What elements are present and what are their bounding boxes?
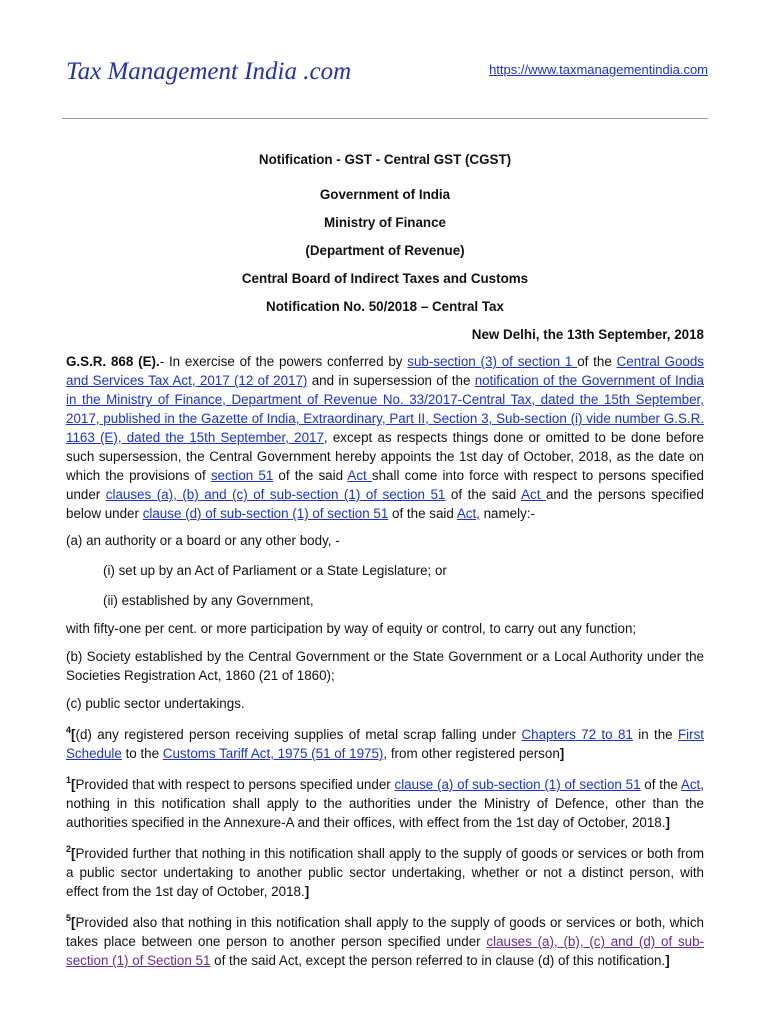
proviso-3 bbox=[66, 913, 704, 970]
notification-body bbox=[66, 150, 704, 970]
paragraph-text: shall come into force with respect to persons specified under bbox=[66, 468, 704, 502]
link-act[interactable]: Act bbox=[680, 777, 701, 792]
bracket: ] bbox=[665, 953, 670, 968]
link-customs-tariff-act-1975[interactable]: Customs Tariff Act, 1975 (51 of 1975) bbox=[162, 746, 384, 761]
link-section-51[interactable]: section 51 bbox=[210, 468, 274, 483]
paragraph-text: , from other registered person bbox=[383, 746, 560, 761]
clause-b: (b) Society established by the Central Government or the State Government or a Local Authority under the Societies Registration Act, 1860 (21 of 1860); bbox=[66, 649, 704, 683]
footnote-marker[interactable]: 1 bbox=[66, 775, 72, 785]
paragraph-text: Provided also that nothing in this notification shall apply to the supply of goods or services or both, which takes place between one person to another person specified under bbox=[66, 915, 704, 949]
paragraph-text: and the persons specified below under bbox=[66, 487, 704, 521]
link-clauses-a-b-c-d-section-51[interactable]: clauses (a), (b), (c) and (d) of sub-section (1) of Section 51 bbox=[66, 934, 705, 968]
clause-d bbox=[66, 725, 704, 763]
proviso-1 bbox=[66, 775, 704, 832]
gsr-number: G.S.R. 868 (E). bbox=[66, 354, 160, 369]
paragraph-text: of the bbox=[577, 354, 617, 369]
proviso-2 bbox=[66, 844, 704, 901]
paragraph-text: namely:- bbox=[479, 506, 535, 521]
bracket: [ bbox=[71, 846, 76, 861]
paragraph-text: and in supersession of the bbox=[307, 373, 475, 388]
paragraph-text: of the said bbox=[273, 468, 348, 483]
link-first-schedule[interactable]: First Schedule bbox=[66, 727, 705, 761]
paragraph-text: Provided further that nothing in this notification shall apply to the supply of goods or services or both from a public sector undertaking to another public sector undertaking, whether or not a distinct person, with effect from the 1st day of October, 2018. bbox=[66, 846, 704, 899]
link-act[interactable]: Act bbox=[521, 487, 546, 502]
ministry-heading: Ministry of Finance bbox=[323, 215, 447, 230]
link-clauses-a-b-c-section-51[interactable]: clauses (a), (b) and (c) of sub-section (1) of section 51 bbox=[105, 487, 446, 502]
link-sub-section-3-section-1[interactable]: sub-section (3) of section 1 bbox=[407, 354, 578, 369]
link-notification-33-2017[interactable]: notification of the Government of India in the Ministry of Finance, Department of Revenue No. 33/2017-Central Tax, dated the 15th September, 2017, published in the Gazette of India, Extraordinary, Part II, Section 3, Sub-section (i) vide number G.S.R. 1163 (E), dated the 15th September, 2017 bbox=[66, 373, 704, 445]
paragraph-text: in the bbox=[632, 727, 678, 742]
clause-a-tail: with fifty-one per cent. or more participation by way of equity or control, to carry out any function; bbox=[66, 621, 637, 636]
paragraph-text: Provided that with respect to persons specified under bbox=[75, 777, 395, 792]
link-clause-a-section-51[interactable]: clause (a) of sub-section (1) of section 51 bbox=[394, 777, 641, 792]
link-clause-d-section-51[interactable]: clause (d) of sub-section (1) of section 51 bbox=[142, 506, 389, 521]
place-and-date: New Delhi, the 13th September, 2018 bbox=[471, 327, 704, 342]
main-paragraph bbox=[66, 352, 704, 523]
footnote-marker[interactable]: 5 bbox=[66, 913, 72, 923]
paragraph-text: , except as respects things done or omitted to be done before such supersession, the Central Government hereby appoints the 1st day of October, 2018, as the date on which the provisions of bbox=[66, 430, 704, 483]
site-url-link[interactable]: https://www.taxmanagementindia.com bbox=[489, 62, 708, 77]
header-divider bbox=[62, 118, 708, 119]
clause-a-i: (i) set up by an Act of Parliament or a State Legislature; or bbox=[103, 563, 447, 578]
link-chapters-72-to-81[interactable]: Chapters 72 to 81 bbox=[521, 727, 633, 742]
paragraph-text: (d) any registered person receiving supplies of metal scrap falling under bbox=[75, 727, 522, 742]
link-act[interactable]: Act, bbox=[456, 506, 480, 521]
bracket: [ bbox=[71, 777, 76, 792]
bracket: ] bbox=[304, 884, 310, 899]
paragraph-text: of the bbox=[640, 777, 681, 792]
site-logo[interactable]: Tax Management India .com bbox=[66, 58, 352, 85]
notification-category: Notification - GST - Central GST (CGST) bbox=[258, 152, 512, 167]
clause-c: (c) public sector undertakings. bbox=[66, 696, 245, 711]
bracket: [ bbox=[71, 915, 76, 930]
paragraph-text: of the said bbox=[388, 506, 457, 521]
paragraph-text: - In exercise of the powers conferred by bbox=[159, 354, 408, 369]
footnote-marker[interactable]: 2 bbox=[66, 844, 72, 854]
footnote-marker[interactable]: 4 bbox=[66, 725, 72, 735]
link-act[interactable]: Act bbox=[347, 468, 372, 483]
paragraph-text: to the bbox=[121, 746, 163, 761]
government-heading: Government of India bbox=[319, 187, 451, 202]
board-heading: Central Board of Indirect Taxes and Customs bbox=[241, 271, 529, 286]
paragraph-text: , nothing in this notification shall apply to the authorities under the Ministry of Defence, other than the authorities specified in the Annexure-A and their offices, with effect from the 1st day of October, 2018. bbox=[66, 777, 704, 830]
notification-number: Notification No. 50/2018 – Central Tax bbox=[266, 299, 504, 314]
clause-a: (a) an authority or a board or any other body, - bbox=[66, 533, 340, 548]
link-cgst-act-2017[interactable]: Central Goods and Services Tax Act, 2017 (12 of 2017) bbox=[66, 354, 704, 388]
bracket: ] bbox=[559, 746, 565, 761]
clause-a-ii: (ii) established by any Government, bbox=[103, 593, 314, 608]
site-header bbox=[62, 0, 708, 120]
paragraph-text: of the said Act, except the person referred to in clause (d) of this notification. bbox=[210, 953, 666, 968]
department-heading: (Department of Revenue) bbox=[305, 243, 465, 258]
bracket: ] bbox=[665, 815, 670, 830]
bracket: [ bbox=[71, 727, 76, 742]
paragraph-text: of the said bbox=[445, 487, 522, 502]
